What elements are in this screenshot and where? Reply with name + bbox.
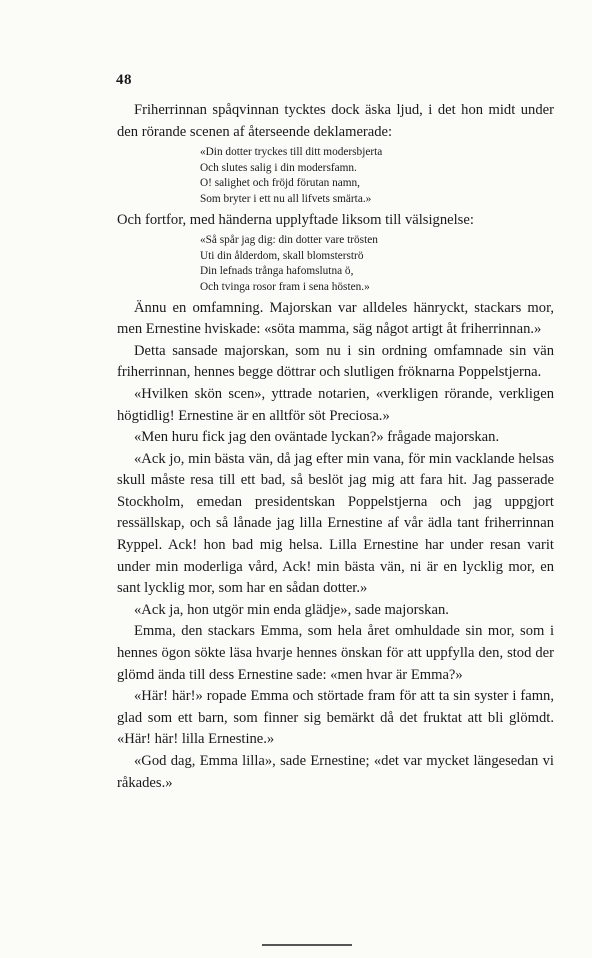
verse-stanza-2	[200, 233, 554, 295]
paragraph: Emma, den stackars Emma, som hela året omhuldade sin mor, som i hennes ögon sökte läsa hvarje hennes önskan för att uppfylla den, stod der glömd ända till dess Ernestine sade: «men hvar är Emma?»	[117, 623, 554, 683]
page-text	[117, 100, 554, 794]
paragraph: Friherrinnan spåqvinnan tycktes dock äska ljud, i det hon midt under den rörande scenen af återseende deklamerade:	[117, 102, 554, 140]
paragraph: Detta sansade majorskan, som nu i sin ordning omfamnade sin vän friherrinnan, hennes begge döttrar och slutligen fröknarna Poppelstjerna.	[117, 342, 554, 381]
page-number: 48	[116, 72, 132, 88]
verse-line: Som bryter i ett nu all lifvets smärta.»	[200, 192, 372, 205]
paragraph: Ännu en omfamning. Majorskan var alldeles hänryckt, stackars mor, men Ernestine hviskade: «söta mamma, säg något artigt åt friherrinnan.»	[117, 299, 554, 338]
verse-line: Uti din ålderdom, skall blomsterströ	[200, 249, 364, 262]
signature-mark	[262, 944, 352, 952]
verse-line: «Din dotter tryckes till ditt modersbjerta	[200, 146, 383, 159]
verse-stanza-1	[200, 145, 554, 207]
paragraph: Och fortfor, med händerna upplyftade liksom till välsignelse:	[117, 211, 474, 228]
paragraph: «Hvilken skön scen», yttrade notarien, «verkligen rörande, verkligen högtidlig! Ernestine är en alltför söt Preciosa.»	[117, 385, 554, 424]
verse-line: O! salighet och fröjd förutan namn,	[200, 177, 360, 190]
paragraph: «Men huru fick jag den oväntade lyckan?» frågade majorskan.	[134, 429, 500, 446]
verse-line: Och tvinga rosor fram i sena hösten.»	[200, 280, 370, 293]
verse-line: Och slutes salig i din modersfamn.	[200, 161, 357, 174]
paragraph: «Ack ja, hon utgör min enda glädje», sade majorskan.	[134, 601, 449, 618]
verse-line: «Så spår jag dig: din dotter vare trösten	[200, 234, 378, 247]
paragraph: «Ack jo, min bästa vän, då jag efter min vana, för min vacklande helsas skull måste resa till ett bad, så beslöt jag mig att fara hit. Jag passerade Stockholm, emedan presidentskan Poppelstjerna och jag uppgjort ressällskap, och så lånade jag lilla Ernestine af vår ädla tant friherrinnan Ryppel. Ack! hon bad mig helsa. Lilla Ernestine har under resan varit under min moderliga vård, Ack! min bästa vän, ni är en lycklig mor, en sant lycklig mor, som har en sådan dotter.»	[117, 450, 554, 597]
paragraph: «God dag, Emma lilla», sade Ernestine; «det var mycket längesedan vi råkades.»	[117, 753, 554, 791]
paragraph: «Här! här!» ropade Emma och störtade fram för att ta sin syster i famn, glad som ett barn, som finner sig bemärkt då det fruktat att bli glömdt. «Här! här! lilla Ernestine.»	[117, 688, 554, 748]
verse-line: Din lefnads trånga hafomslutna ö,	[200, 265, 354, 278]
